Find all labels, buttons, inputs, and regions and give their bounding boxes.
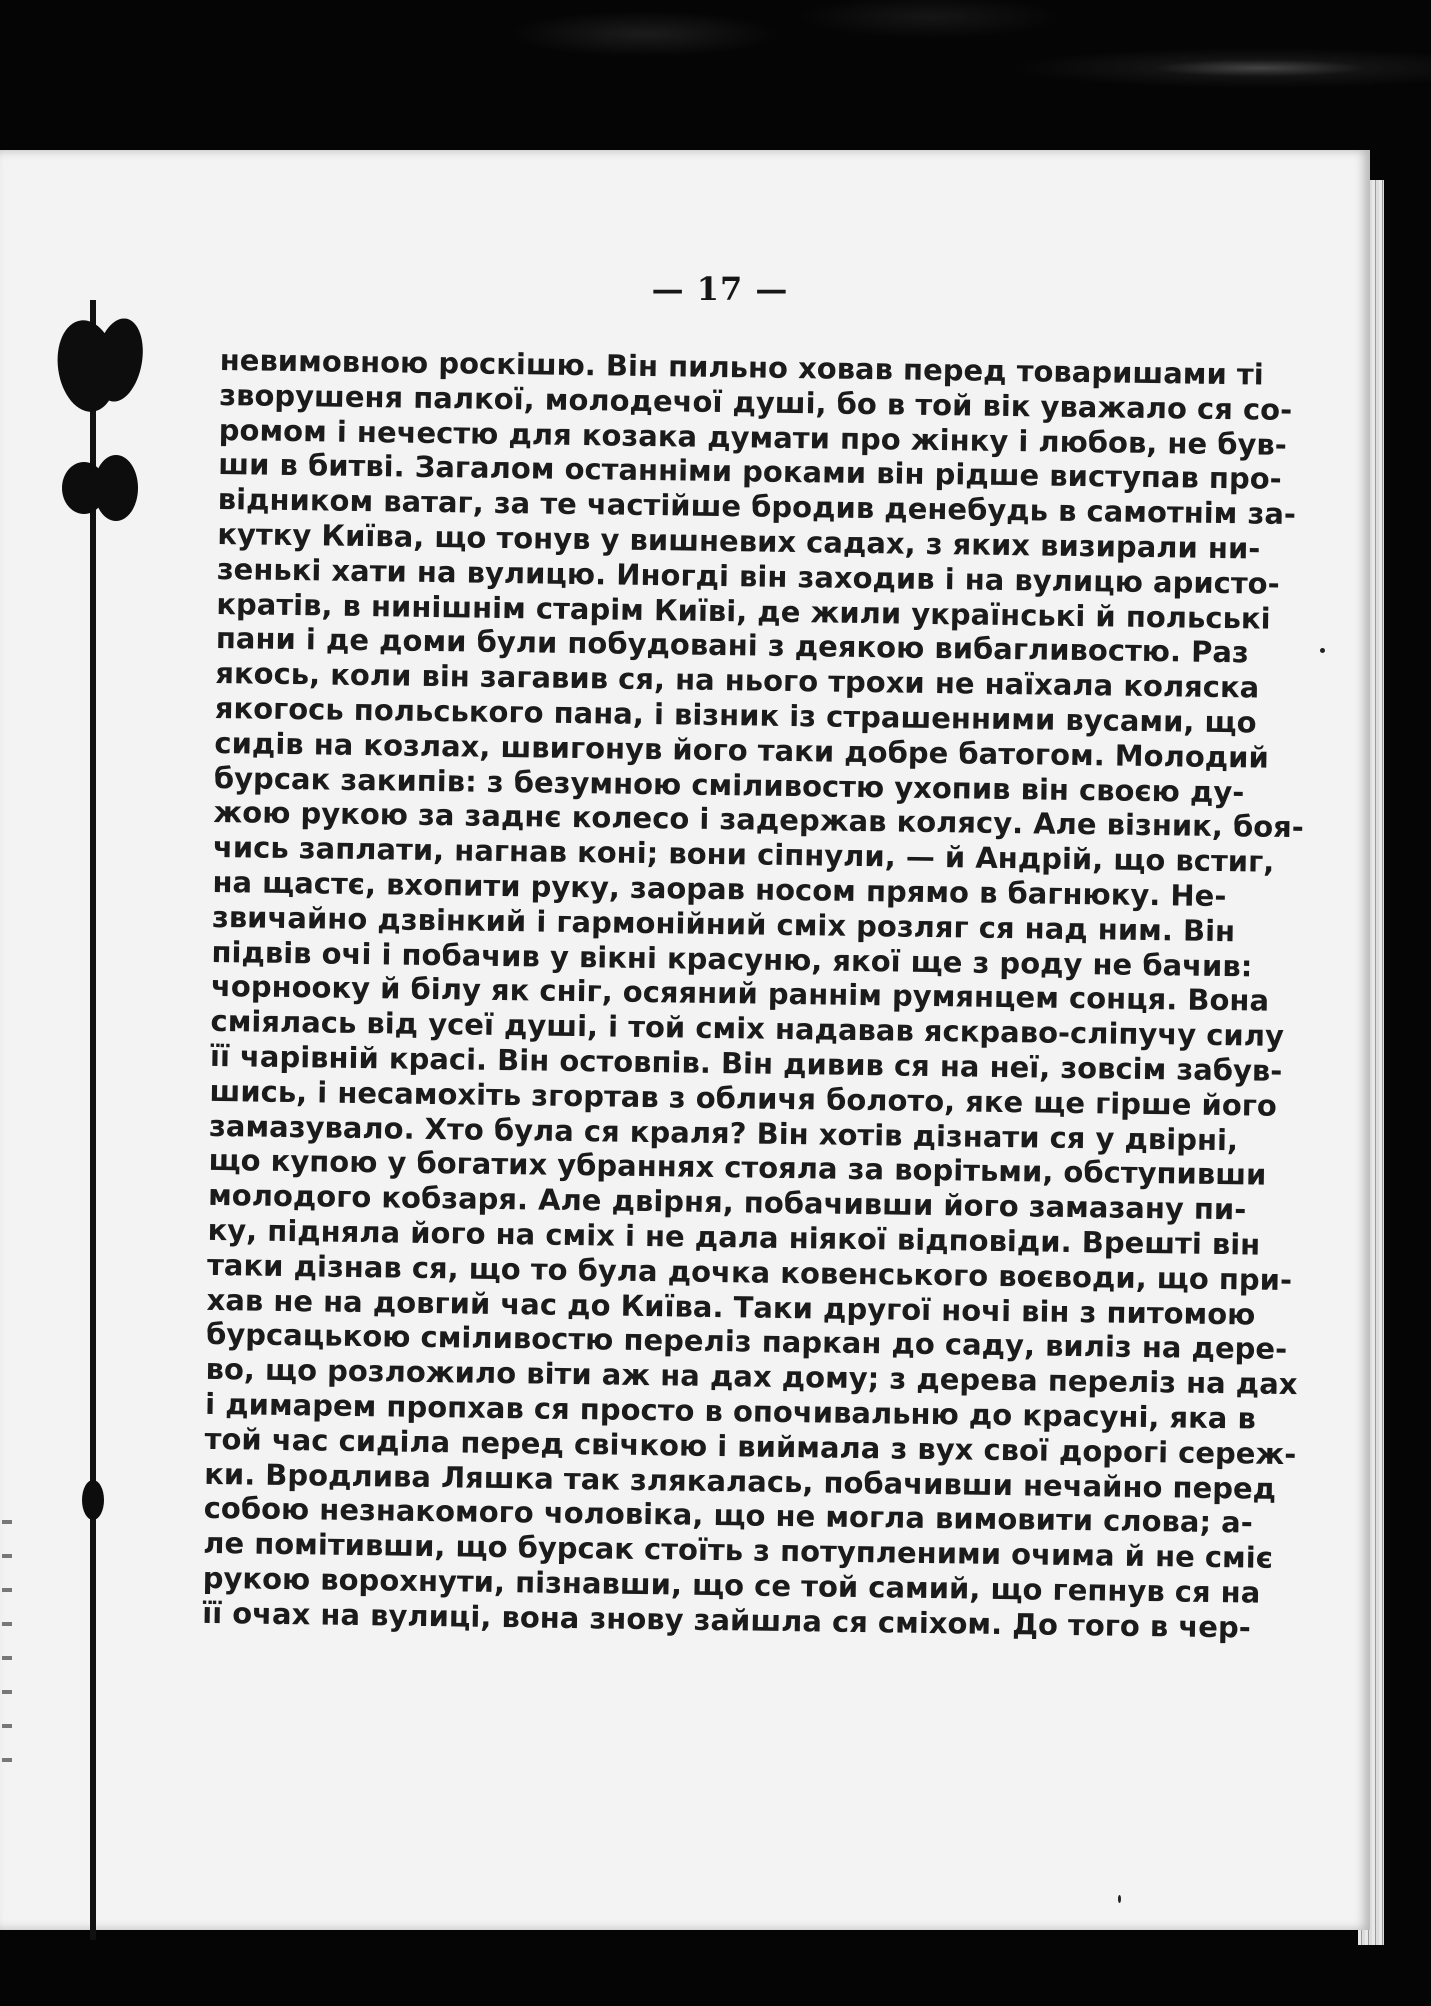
page-number: — 17 — bbox=[651, 270, 789, 308]
ink-blot bbox=[82, 1480, 104, 1520]
text-line: якось, коли він загавив ся, на нього трохи не наїхала коляска bbox=[215, 656, 1260, 705]
text-line: шись, і несамохіть згортав з обличя болото, яке ще гірше його bbox=[209, 1073, 1278, 1123]
text-line: замазувало. Хто була ся краля? Він хотів дізнати ся у двірні, bbox=[208, 1108, 1239, 1157]
body-text bbox=[202, 343, 1305, 1645]
text-line: молодого кобзаря. Але двірня, побачивши його замазану пи- bbox=[207, 1178, 1247, 1227]
text-line: сидів на козлах, швигонув його таки добре батогом. Молодий bbox=[214, 725, 1270, 775]
text-line: ки. Вродлива Ляшка так злякалась, побачивши нечайно перед bbox=[203, 1456, 1277, 1506]
text-line: кратів, в нинішнім старім Київі, де жили українські й польські bbox=[216, 586, 1271, 636]
text-line: що купою у богатих убраннях стояла за ворітьми, обступивши bbox=[208, 1143, 1267, 1193]
text-line: на щастє, вхопити руку, заорав носом прямо в багнюку. Не- bbox=[212, 864, 1227, 914]
text-line: ромом і нечестю для козака думати про жінку і любов, не був- bbox=[218, 412, 1288, 462]
text-line: і димарем пропхав ся просто в опочивальню до красуні, яка в bbox=[204, 1386, 1257, 1436]
scan-background bbox=[0, 0, 1431, 170]
text-line: зенькі хати на вулицю. Иногді він заходив і на вулицю аристо- bbox=[216, 551, 1280, 601]
text-line: пани і де доми були побудовані з деякою вибагливостю. Раз bbox=[215, 621, 1250, 670]
text-line: жою рукою за заднє колесо і задержав колясу. Але візник, боя- bbox=[213, 795, 1305, 845]
text-line: во, що розложило віти аж на дах дому; з дерева переліз на дах bbox=[205, 1352, 1298, 1402]
text-line: рукою ворохнути, пізнавши, що се той самий, що гепнув ся на bbox=[202, 1560, 1261, 1610]
text-line: собою незнакомого чоловіка, що не могла вимовити слова; а- bbox=[203, 1491, 1254, 1540]
text-line: відником ватаг, за те частійше бродив денебудь в самотнім за- bbox=[217, 482, 1297, 532]
text-line: хав не на довгий час до Київа. Таки другої ночі він з питомою bbox=[206, 1282, 1256, 1332]
text-line: ши в битві. Загалом останніми роками він рідше виступав про- bbox=[218, 447, 1282, 497]
text-line: таки дізнав ся, що то була дочка ковенського воєводи, що при- bbox=[206, 1247, 1293, 1297]
text-line: підвів очі і побачив у вікні красуню, якої ще з роду не бачив: bbox=[211, 934, 1253, 984]
text-line: невимовною роскішю. Він пильно ховав перед товаришами ті bbox=[219, 343, 1264, 392]
text-line: чись заплати, нагнав коні; вони сіпнули, — й Андрій, що встиг, bbox=[212, 830, 1275, 879]
text-line: той час сиділа перед свічкою і виймала з вух свої дорогі сереж- bbox=[204, 1421, 1297, 1471]
ink-blot bbox=[94, 455, 138, 521]
text-line: ку, підняла його на сміх і не дала ніякої відповіди. Врешті він bbox=[207, 1212, 1261, 1262]
margin-marks bbox=[2, 1520, 12, 1770]
text-line: чорнооку й білу як сніг, осяяний раннім румянцем сонця. Вона bbox=[210, 969, 1270, 1019]
text-line: кутку Київа, що тонув у вишневих садах, з яких визирали ни- bbox=[217, 516, 1261, 566]
text-line: якогось польського пана, і візник із страшенними вусами, що bbox=[214, 690, 1257, 740]
text-line: сміялась від усеї душі, і той сміх надавав яскраво-сліпучу силу bbox=[210, 1004, 1285, 1054]
text-line: зворушеня палкої, молодечої душі, бо в той вік уважало ся со- bbox=[219, 377, 1293, 427]
text-line: ле помітивши, що бурсак стоїть з потупленими очима й не сміє bbox=[203, 1525, 1274, 1575]
stray-mark bbox=[1118, 1895, 1121, 1903]
text-line: її очах на вулиці, вона знову зайшла ся сміхом. До того в чер- bbox=[202, 1595, 1252, 1645]
binding-gutter bbox=[90, 300, 96, 1940]
text-line: бурсацькою сміливостю переліз паркан до саду, виліз на дере- bbox=[205, 1317, 1288, 1367]
text-line: її чарівній красі. Він остовпів. Він дивив ся на неї, зовсім забув- bbox=[209, 1038, 1283, 1088]
stray-mark bbox=[1320, 648, 1325, 653]
text-line: звичайно дзвінкий і гармонійний сміх розляг ся над ним. Він bbox=[211, 899, 1236, 948]
text-line: бурсак закипів: з безумною сміливостю ухопив він своєю ду- bbox=[213, 760, 1245, 809]
